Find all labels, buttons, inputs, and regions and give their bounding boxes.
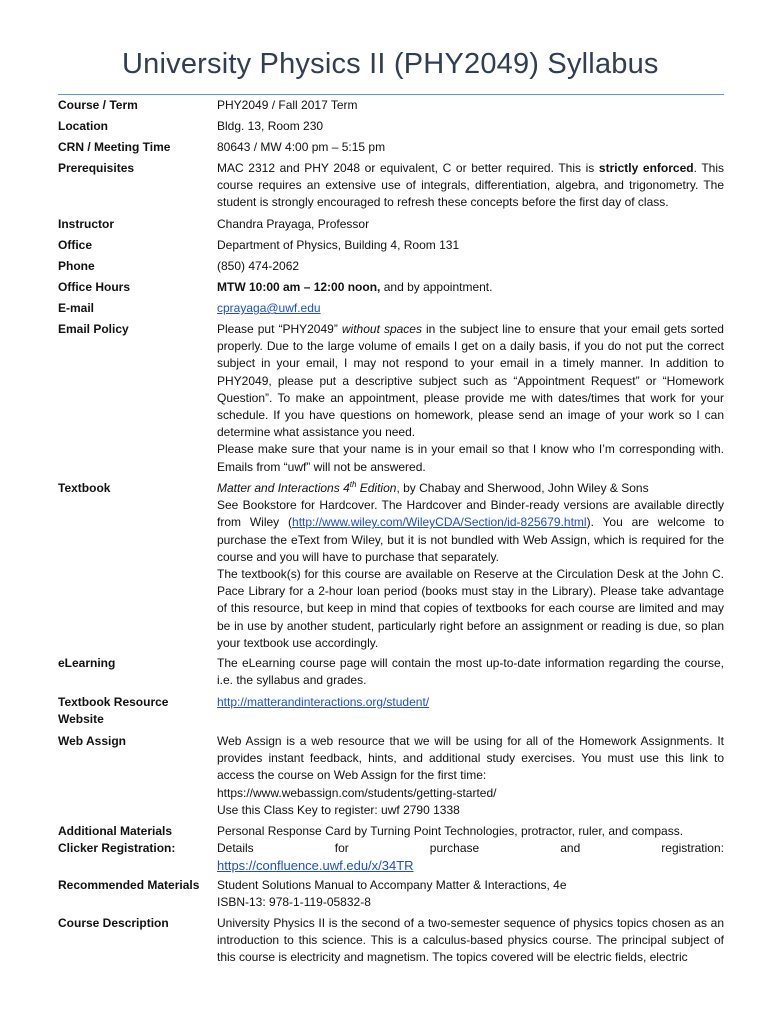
prerequisites-value: [217, 160, 724, 212]
email-label: E-mail: [58, 301, 95, 315]
web-assign-value: [217, 733, 724, 819]
recommended-value: [217, 877, 724, 911]
textbook-title: Matter and Interactions 4: [217, 481, 350, 495]
clicker-registration-label: Clicker Registration:: [58, 841, 176, 855]
wiley-link[interactable]: http://www.wiley.com/WileyCDA/Section/id-825679.html: [292, 515, 587, 530]
row-textbook: [58, 480, 724, 655]
row-elearning: [58, 655, 724, 694]
textbook-purchase-paragraph: [217, 497, 724, 566]
textbook-citation: [217, 480, 724, 497]
row-recommended: [58, 877, 724, 915]
row-email-policy: [58, 321, 724, 480]
web-assign-label: Web Assign: [58, 734, 127, 748]
phone-label: Phone: [58, 259, 95, 273]
email-policy-text-1: Please put “PHY2049”: [217, 322, 342, 336]
course-description-label: Course Description: [58, 916, 169, 930]
textbook-purchase-text-1: See Bookstore for Hardcover. The Hardcover and Binder-ready versions are available directly from Wiley (: [217, 498, 724, 530]
course-term-value: PHY2049 / Fall 2017 Term: [217, 98, 358, 112]
row-instructor: [58, 216, 724, 237]
web-assign-url: https://www.webassign.com/students/getting-started/: [217, 785, 497, 800]
clicker-word-2: for: [334, 841, 349, 856]
email-link[interactable]: cprayaga@uwf.edu: [217, 301, 321, 315]
textbook-authors: , by Chabay and Sherwood, John Wiley & Sons: [396, 481, 649, 495]
row-prerequisites: [58, 160, 724, 216]
course-description-value: University Physics II is the second of a two-semester sequence of physics topics chosen as an introduction to this science. This is a calculus-based physics course. The principal subject of this course is electricity and magnetism. The topics covered will be electric fields, electric: [217, 916, 724, 965]
office-hours-value: [217, 279, 724, 296]
resource-website-value: [217, 694, 724, 711]
prerequisites-text-1: MAC 2312 and PHY 2048 or equivalent, C or better required. This is: [217, 161, 599, 175]
title-divider: [58, 94, 724, 95]
row-crn: [58, 139, 724, 160]
office-label: Office: [58, 238, 93, 252]
syllabus-table: [58, 97, 724, 975]
crn-value: 80643 / MW 4:00 pm – 5:15 pm: [217, 140, 386, 154]
row-email: [58, 300, 724, 321]
prerequisites-text-2: . This course requires an extensive use of integrals, differentiation, algebra, and trigonometry. The student is strongly encouraged to refresh these concepts before the first day of class.: [217, 161, 725, 210]
row-location: [58, 118, 724, 139]
clicker-word-1: Details: [217, 841, 254, 856]
email-policy-paragraph-2: Please make sure that your name is in your email so that I know who I’m corresponding with. Emails from “uwf” will not be answered.: [217, 442, 724, 474]
clicker-word-3: purchase: [429, 841, 480, 856]
office-hours-times: MTW 10:00 am – 12:00 noon,: [217, 280, 381, 294]
textbook-label: Textbook: [58, 481, 111, 495]
prerequisites-label: Prerequisites: [58, 161, 135, 175]
prerequisites-strict: strictly enforced: [598, 161, 694, 175]
elearning-label: eLearning: [58, 656, 116, 670]
textbook-edition: Edition: [356, 481, 397, 495]
row-office: [58, 237, 724, 258]
row-web-assign: [58, 733, 724, 823]
email-policy-italic: without spaces: [341, 322, 422, 336]
resource-website-link[interactable]: http://matterandinteractions.org/student/: [217, 695, 430, 709]
email-policy-value: [217, 321, 724, 476]
web-assign-description: Web Assign is a web resource that we will be using for all of the Homework Assignments. It provides instant feedback, hints, and additional study exercises. You must use this link to access the course on Web Assign for the first time:: [217, 734, 724, 783]
course-term-label: Course / Term: [58, 98, 138, 112]
recommended-isbn: ISBN-13: 978-1-119-05832-8: [217, 895, 371, 910]
additional-materials-label-1: Additional Materials: [58, 824, 173, 838]
row-phone: [58, 258, 724, 279]
crn-label: CRN / Meeting Time: [58, 140, 171, 154]
email-policy-text-2: in the subject line to ensure that your email gets sorted properly. Due to the large volume of emails I get on a daily basis, if you do not put the correct subject in your email, I may not respond to your email in a timely manner. In addition to PHY2049, please put a descriptive subject such as “Appointment Request” or “Homework Question”. To make an appointment, please provide me with dates/times that work for your schedule. If you have questions on homework, please send an image of your work so I can determine what assistance you need.: [217, 322, 724, 440]
textbook-title-sup: th: [349, 480, 357, 489]
resource-website-label: Textbook Resource Website: [58, 695, 169, 726]
row-course-term: [58, 97, 724, 118]
email-value: [217, 300, 724, 317]
clicker-link-line: [217, 857, 724, 875]
office-value: Department of Physics, Building 4, Room 131: [217, 238, 460, 252]
office-hours-rest: and by appointment.: [380, 280, 493, 294]
recommended-label: Recommended Materials: [58, 878, 200, 892]
office-hours-label: Office Hours: [58, 280, 131, 294]
page-title: University Physics II (PHY2049) Syllabus: [122, 48, 659, 80]
textbook-reserve-paragraph: The textbook(s) for this course are available on Reserve at the Circulation Desk at the John C. Pace Library for a 2-hour loan period (books must stay in the Library). Please take advantage of this resource, but keep in mind that copies of textbooks for each course are limited and may be in use by another student, particularly right before an assignment or reading is due, so plan your textbook use accordingly.: [217, 567, 724, 650]
clicker-registration-link[interactable]: https://confluence.uwf.edu/x/34TR: [217, 858, 414, 874]
row-course-description: [58, 915, 724, 975]
additional-materials-list: Personal Response Card by Turning Point Technologies, protractor, ruler, and compass.: [217, 824, 684, 838]
additional-materials-label: [58, 823, 217, 857]
location-label: Location: [58, 119, 108, 133]
email-policy-label: Email Policy: [58, 322, 129, 336]
clicker-details-line: [217, 840, 724, 857]
recommended-book: Student Solutions Manual to Accompany Matter & Interactions, 4e: [217, 878, 567, 892]
row-resource-website: [58, 694, 724, 733]
web-assign-class-key: Use this Class Key to register: uwf 2790 1338: [217, 802, 460, 817]
phone-value: (850) 474-2062: [217, 259, 300, 273]
textbook-value: [217, 480, 724, 652]
clicker-word-5: registration:: [661, 841, 724, 856]
email-policy-paragraph-1: [217, 321, 724, 441]
additional-materials-value: [217, 823, 724, 876]
instructor-value: Chandra Prayaga, Professor: [217, 217, 370, 231]
row-additional-materials: [58, 823, 724, 877]
instructor-label: Instructor: [58, 217, 115, 231]
textbook-purchase-text-2: ). You are welcome to purchase the eText from Wiley, but it is not bundled with Web Assign, which is required for the course and you will have to purchase that separately.: [217, 515, 724, 564]
clicker-word-4: and: [560, 841, 581, 856]
elearning-value: The eLearning course page will contain the most up-to-date information regarding the course, i.e. the syllabus and grades.: [217, 656, 724, 688]
location-value: Bldg. 13, Room 230: [217, 119, 324, 133]
row-office-hours: [58, 279, 724, 300]
